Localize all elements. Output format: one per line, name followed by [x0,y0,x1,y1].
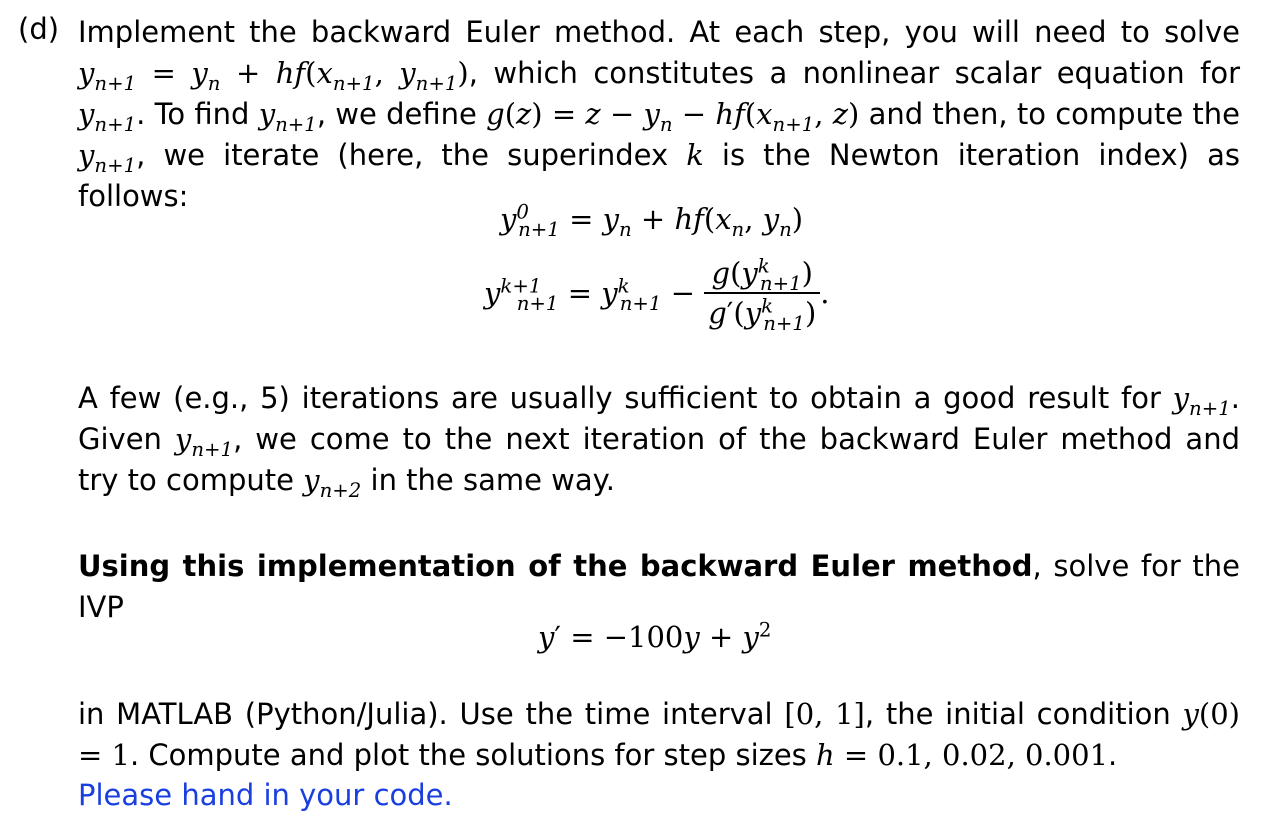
intro-text-1: Implement the backward Euler method. At each step, you will need to solve [78,15,1240,49]
math-g-definition: $g(z) = z - y_n - hf(x_{n+1}$, z) [486,97,860,136]
instructions-text-1: in MATLAB (Python/Julia). Use the time interval [78,697,785,731]
intro-text-4: , we define [316,97,487,131]
newton-fraction: $\frac{g(y^k_{n+1})}{g'(y^k_{n+1})}$ [704,256,820,330]
iteration-text-1: A few (e.g., 5) iterations are usually sufficient to obtain a good result for [78,381,1173,415]
task-paragraph [78,546,1240,628]
math-y-next: $y_{n+1}$ [174,422,234,461]
math-time-interval: [0, 1] [784,697,865,731]
intro-text-7: is the Newton iteration index) as follows: [78,138,1240,213]
iteration-text-3: , we come to the next iteration of the backward Euler method and try to compute [78,422,1240,497]
equation-newton-update: $y^{k+1}_{n+1} = y^k_{n+1}$ − $\frac{g(y^k_{n+1})}{g'(y^k_{n+1})}$ . [484,254,830,335]
intro-text-2: , which constitutes a nonlinear scalar equation for [468,56,1240,90]
math-y-next: $y_{n+1}$ [78,138,137,177]
equation-ivp: $y' = -100y + y^2$ [538,618,772,654]
intro-text-3: . To find [136,97,259,131]
math-y-next-next: $y_{n+2}$ [303,463,362,502]
iteration-paragraph [78,378,1240,501]
instructions-text-2: , the initial condition [864,697,1183,731]
math-y-next: $y_{n+1}$ [1172,381,1231,420]
math-y-next: $y_{n+1}$ [258,97,317,136]
math-step-sizes: h = 0.1, 0.02, 0.001 [816,738,1109,772]
problem-label: (d) [18,12,60,46]
instructions-text-4: . [1108,738,1118,772]
instructions-text-3: . Compute and plot the solutions for step sizes [129,738,817,772]
math-backward-euler-step: $y_{n+1} = y_n + hf(x_{n+1}$, $y_{n+1}$) [78,56,469,95]
task-text: , solve for the IVP [78,549,1240,624]
math-y-next: $y_{n+1}$ [78,97,137,136]
intro-text-6: , we iterate (here, the superindex [136,138,687,172]
intro-paragraph [78,12,1240,217]
task-bold-text: Using this implementation of the backward Euler method [78,549,1033,583]
instructions-paragraph [78,694,1240,776]
iteration-text-2: . Given [78,381,1240,456]
intro-text-5: and then, to compute the [859,97,1240,131]
math-initial-condition: y(0) = 1 [78,697,1240,772]
math-k: k [686,138,704,172]
iteration-text-4: in the same way. [361,463,615,497]
equation-initial-guess: $y^0_{n+1} = y_n + hf(x_n$, $y_n$) [500,200,804,241]
hand-in-note: Please hand in your code. [78,778,453,812]
